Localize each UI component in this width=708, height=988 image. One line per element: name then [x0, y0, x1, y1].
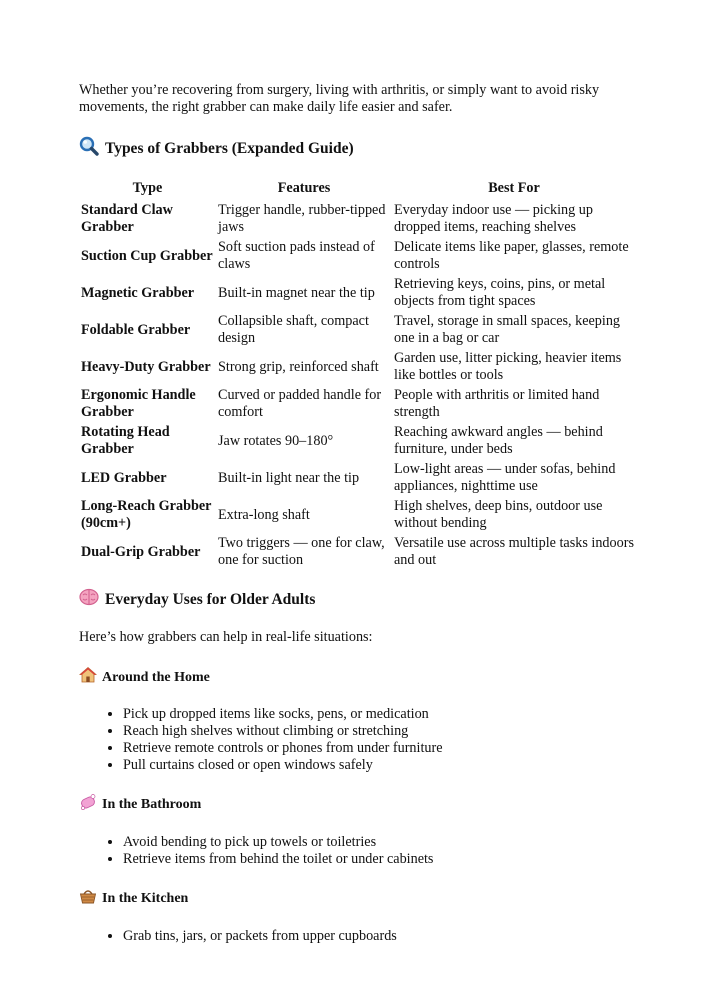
- list-item: • Retrieve items from behind the toilet or under cabinets: [123, 851, 639, 868]
- brain-icon: [79, 587, 99, 613]
- subheading-title: Around the Home: [102, 670, 210, 685]
- column-header-features: Features: [277, 179, 331, 196]
- column-header-best-for: Best For: [488, 179, 540, 196]
- cell-features: Strong grip, reinforced shaft: [218, 358, 379, 375]
- section-heading-uses: [79, 587, 639, 613]
- list-item: • Grab tins, jars, or packets from upper cupboards: [123, 928, 639, 945]
- home-list: [79, 706, 639, 774]
- list-item: • Pull curtains closed or open windows safely: [123, 757, 639, 774]
- subheading-kitchen: [79, 887, 639, 911]
- cell-features: Jaw rotates 90–180°: [218, 432, 334, 449]
- soap-icon: [79, 793, 97, 817]
- document-page: [79, 82, 639, 945]
- section-heading-types: [79, 136, 639, 162]
- cell-best-for: High shelves, deep bins, outdoor use without bending: [394, 498, 603, 531]
- subheading-title: In the Kitchen: [102, 891, 189, 906]
- table-row: [79, 349, 636, 386]
- cell-best-for: Garden use, litter picking, heavier items like bottles or tools: [394, 350, 622, 383]
- cell-features: Curved or padded handle for comfort: [218, 387, 382, 420]
- cell-type: Long-Reach Grabber (90cm+): [81, 498, 212, 531]
- table-row: [79, 423, 636, 460]
- cell-type: Dual-Grip Grabber: [81, 543, 201, 560]
- kitchen-list: [79, 928, 639, 945]
- cell-features: Built-in magnet near the tip: [218, 284, 375, 301]
- cell-best-for: Versatile use across multiple tasks indoors and out: [394, 535, 634, 568]
- table-row: [79, 238, 636, 275]
- list-item: • Retrieve remote controls or phones from under furniture: [123, 740, 639, 757]
- table-header-row: [79, 178, 636, 201]
- cell-features: Soft suction pads instead of claws: [218, 239, 375, 272]
- cell-type: Foldable Grabber: [81, 321, 191, 338]
- cell-features: Collapsible shaft, compact design: [218, 313, 369, 346]
- cell-best-for: People with arthritis or limited hand strength: [394, 387, 600, 420]
- list-item: • Pick up dropped items like socks, pens, or medication: [123, 706, 639, 723]
- table-row: [79, 386, 636, 423]
- cell-best-for: Travel, storage in small spaces, keeping one in a bag or car: [394, 313, 621, 346]
- cell-type: Standard Claw Grabber: [81, 202, 173, 235]
- cell-best-for: Low-light areas — under sofas, behind appliances, nighttime use: [394, 461, 616, 494]
- cell-best-for: Retrieving keys, coins, pins, or metal objects from tight spaces: [394, 276, 606, 309]
- basket-icon: [79, 887, 97, 911]
- house-icon: [79, 666, 97, 690]
- cell-type: Ergonomic Handle Grabber: [81, 387, 196, 420]
- subheading-bathroom: [79, 793, 639, 817]
- intro-paragraph: Whether you’re recovering from surgery, living with arthritis, or simply want to avoid risky movements, the right grabber can make daily life easier and safer.: [79, 82, 600, 115]
- cell-type: Heavy-Duty Grabber: [81, 358, 211, 375]
- section-title: Types of Grabbers (Expanded Guide): [105, 140, 354, 157]
- list-item: • Reach high shelves without climbing or stretching: [123, 723, 639, 740]
- cell-best-for: Delicate items like paper, glasses, remote controls: [394, 239, 629, 272]
- section-title: Everyday Uses for Older Adults: [105, 591, 316, 608]
- table-row: [79, 275, 636, 312]
- table-row: [79, 201, 636, 238]
- cell-features: Extra-long shaft: [218, 506, 310, 523]
- magnifying-glass-icon: [79, 136, 99, 162]
- cell-features: Two triggers — one for claw, one for suction: [218, 535, 385, 568]
- table-row: [79, 534, 636, 571]
- section-lead: Here’s how grabbers can help in real-life situations:: [79, 629, 373, 645]
- table-row: [79, 312, 636, 349]
- cell-best-for: Everyday indoor use — picking up dropped items, reaching shelves: [394, 202, 593, 235]
- cell-type: Suction Cup Grabber: [81, 247, 213, 264]
- list-item: • Avoid bending to pick up towels or toiletries: [123, 834, 639, 851]
- cell-type: LED Grabber: [81, 469, 167, 486]
- cell-best-for: Reaching awkward angles — behind furniture, under beds: [394, 424, 603, 457]
- subheading-home: [79, 666, 639, 690]
- cell-features: Trigger handle, rubber-tipped jaws: [218, 202, 386, 235]
- cell-type: Rotating Head Grabber: [81, 424, 170, 457]
- cell-features: Built-in light near the tip: [218, 469, 360, 486]
- cell-type: Magnetic Grabber: [81, 284, 195, 301]
- grabbers-table: [79, 178, 636, 571]
- bathroom-list: [79, 834, 639, 868]
- column-header-type: Type: [132, 179, 163, 196]
- table-row: [79, 497, 636, 534]
- table-row: [79, 460, 636, 497]
- subheading-title: In the Bathroom: [102, 797, 202, 812]
